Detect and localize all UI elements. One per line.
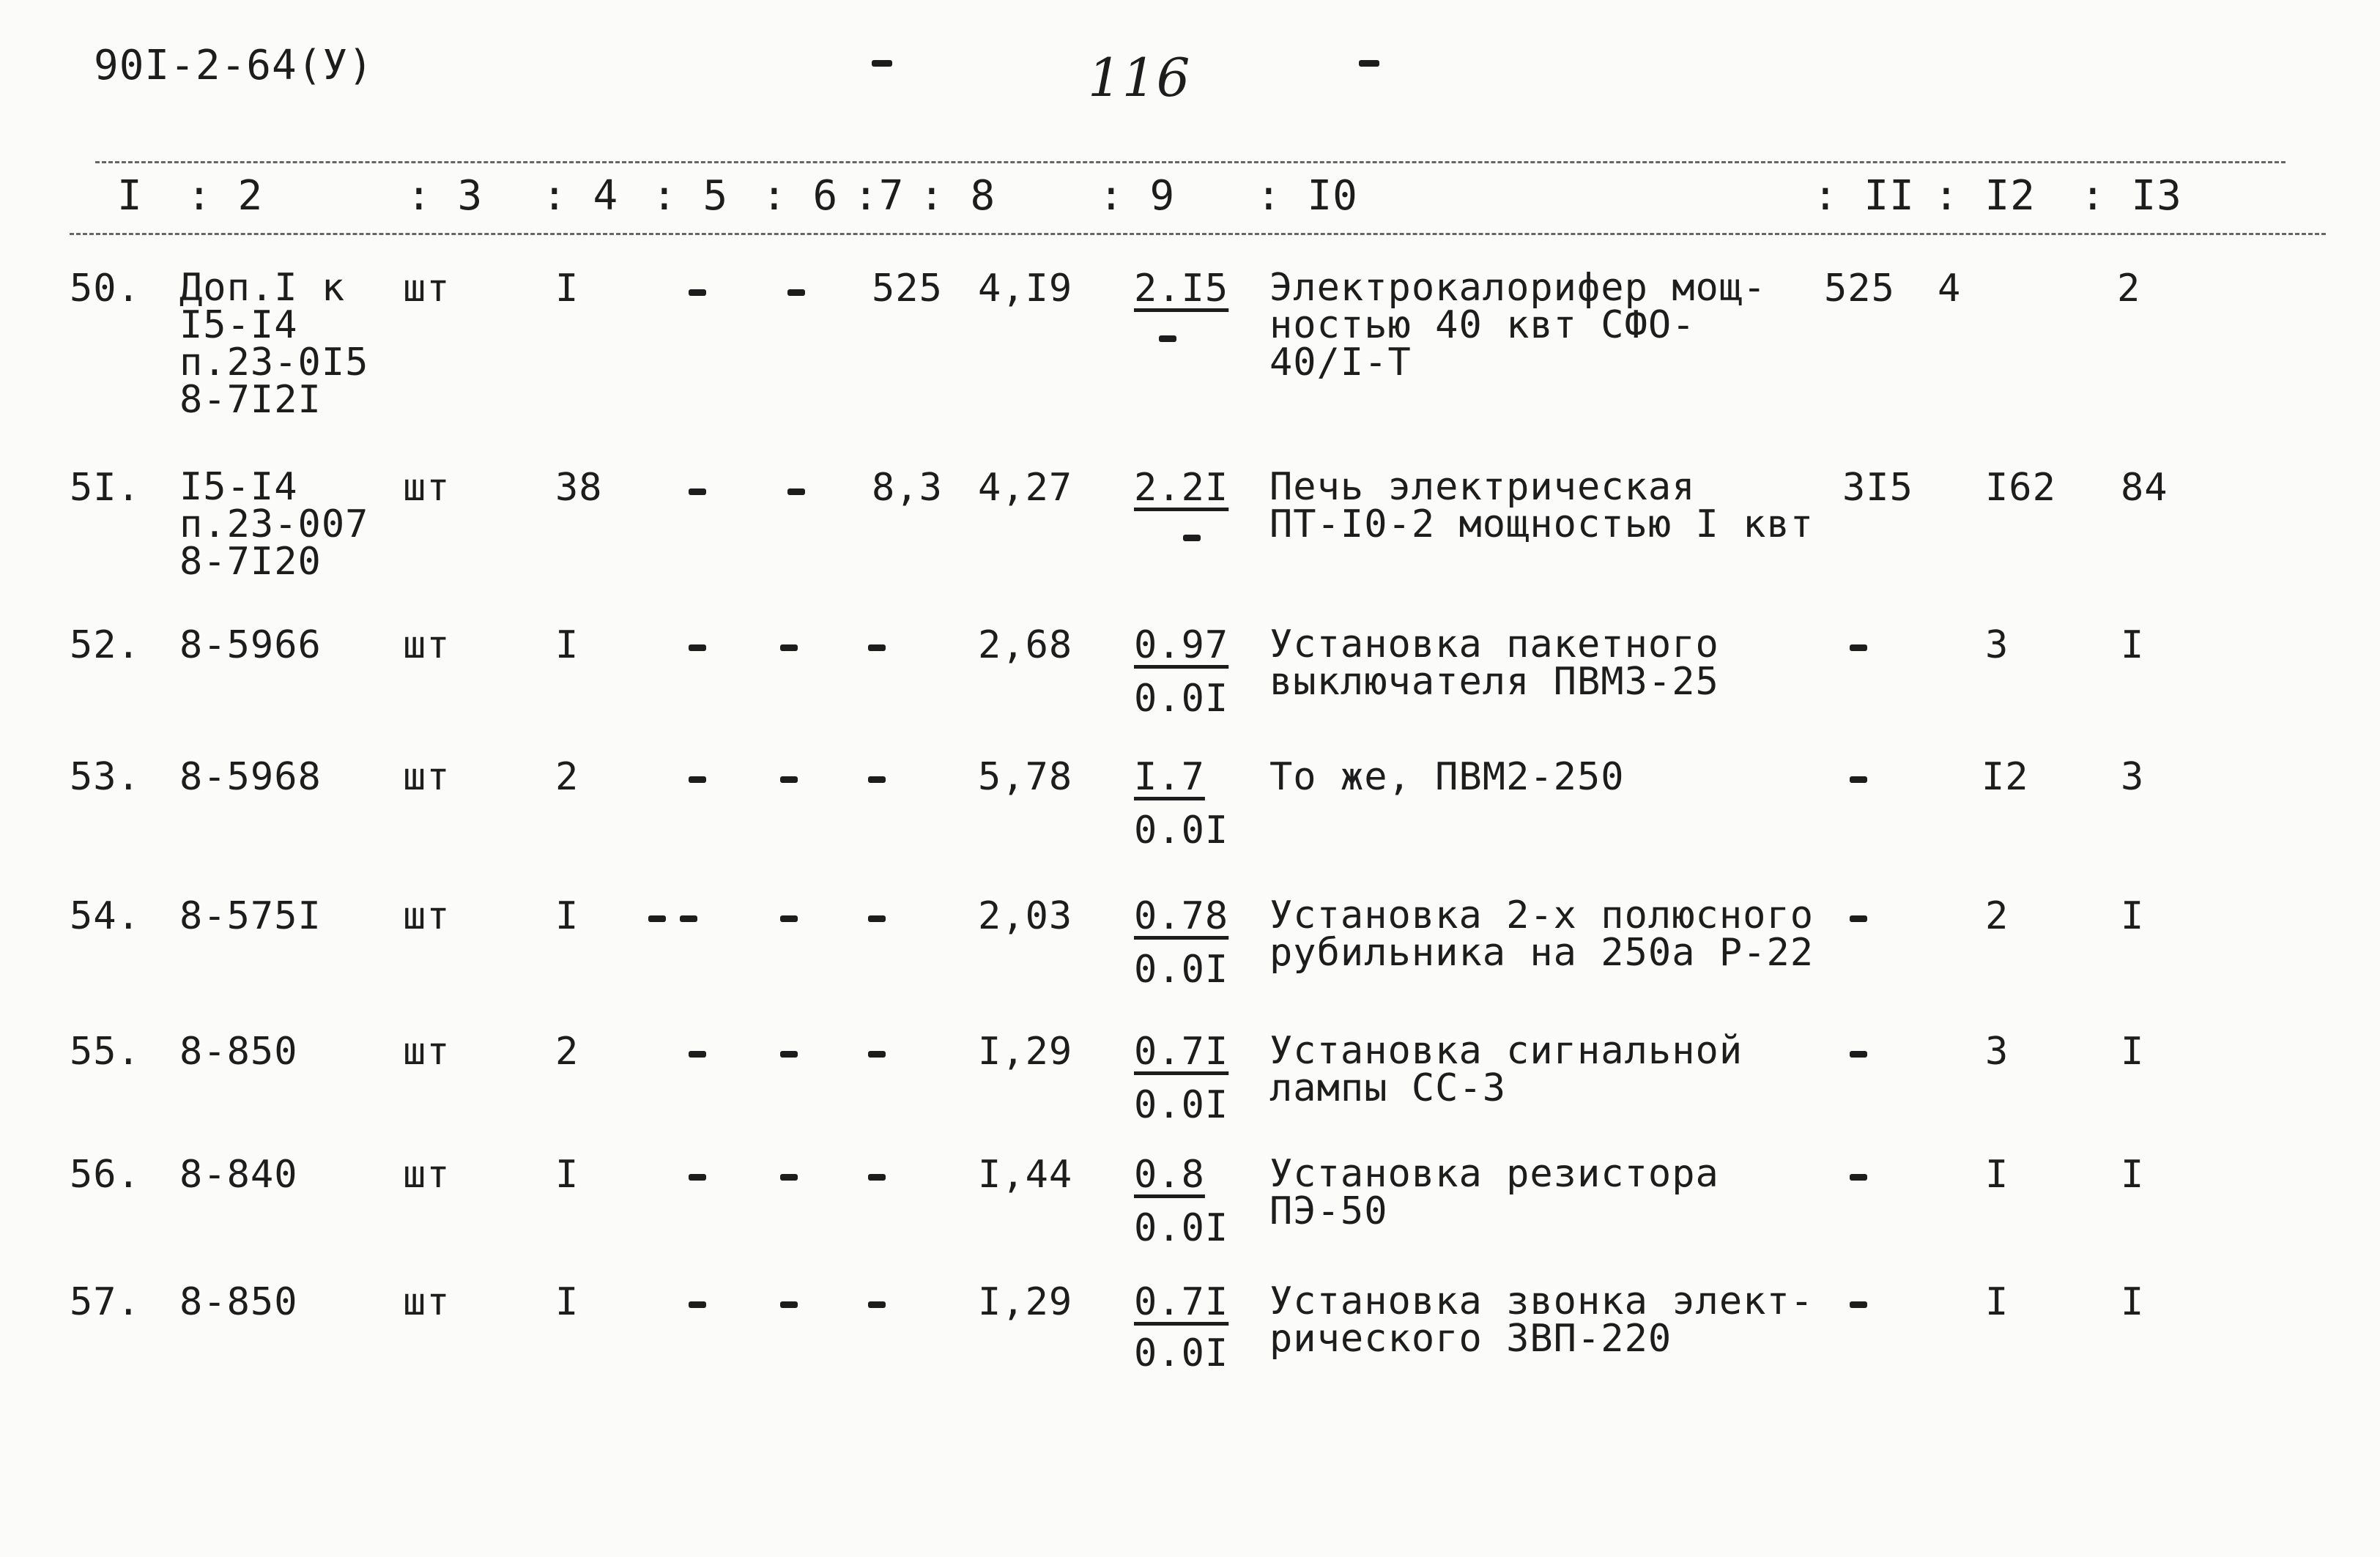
unit-cell: шт — [403, 755, 451, 799]
name-cell: Электрокалорифер мощ- ностью 40 квт СФО- 40/I-Т — [1269, 266, 1767, 384]
unit-cell: шт — [403, 623, 451, 667]
header-top-rule — [95, 161, 2286, 163]
col13-cell: 3 — [2121, 755, 2145, 799]
col13-cell: I — [2121, 1030, 2145, 1074]
column-header-7: :7 — [853, 172, 905, 220]
col9-top: I.7 — [1134, 755, 1205, 799]
col13-cell: I — [2121, 623, 2145, 667]
col12-cell: 2 — [1985, 894, 2009, 938]
col9-top: 0.78 — [1134, 894, 1229, 938]
col9-bottom: 0.0I — [1134, 1206, 1229, 1250]
header-bottom-rule — [70, 233, 2326, 235]
col9-bottom: 0.0I — [1134, 1331, 1229, 1375]
qty-cell: I — [555, 623, 579, 667]
code-cell: 8-5966 — [179, 623, 322, 667]
qty-cell: 2 — [555, 1030, 579, 1074]
row-number: 54. — [70, 894, 141, 938]
col12-cell: I2 — [1982, 755, 2029, 799]
column-header-5: : 5 — [652, 172, 729, 220]
code-cell: 8-5968 — [179, 755, 322, 799]
code-cell: 8-850 — [179, 1280, 298, 1324]
row-number: 53. — [70, 755, 141, 799]
col9-top: 2.I5 — [1134, 267, 1229, 311]
name-cell: Установка звонка элект- рического ЗВП-220 — [1269, 1279, 1814, 1361]
column-header-10: : I0 — [1256, 172, 1358, 220]
col6-dash — [787, 289, 805, 296]
name-cell: То же, ПВМ2-250 — [1269, 755, 1625, 799]
col7-cell: 525 — [872, 267, 943, 311]
col11-dash — [1850, 776, 1867, 783]
name-cell: Установка пакетного выключателя ПВМ3-25 — [1269, 623, 1719, 704]
col7-dash — [868, 776, 886, 783]
col7-dash — [868, 915, 886, 922]
col13-cell: I — [2121, 894, 2145, 938]
col11-dash — [1850, 1051, 1867, 1058]
code-cell: Доп.I к I5-I4 п.23-0I5 8-7I2I — [179, 266, 369, 422]
unit-cell: шт — [403, 267, 451, 311]
row-number: 56. — [70, 1153, 141, 1197]
col13-cell: I — [2121, 1153, 2145, 1197]
unit-cell: шт — [403, 1280, 451, 1324]
col5-dash — [680, 915, 697, 922]
name-cell: Установка сигнальной лампы СС-3 — [1269, 1029, 1743, 1110]
column-header-13: : I3 — [2080, 172, 2182, 220]
col6-dash — [780, 915, 798, 922]
col9-bottom: 0.0I — [1134, 677, 1229, 721]
qty-cell: 2 — [555, 755, 579, 799]
col6-dash — [780, 776, 798, 783]
unit-cell: шт — [403, 466, 451, 510]
col9-top: 0.7I — [1134, 1280, 1229, 1324]
col8-cell: 2,03 — [978, 894, 1073, 938]
col5-dash — [689, 488, 706, 495]
qty-cell: 38 — [555, 466, 603, 510]
col11-dash — [1850, 915, 1867, 922]
col9-bottom: 0.0I — [1134, 948, 1229, 992]
top-dash-mark — [1359, 60, 1379, 67]
col6-dash — [780, 644, 798, 651]
qty-cell: I — [555, 1153, 579, 1197]
code-cell: 8-850 — [179, 1030, 298, 1074]
col9-top: 2.2I — [1134, 466, 1229, 510]
col13-cell: 84 — [2121, 466, 2168, 510]
qty-cell: I — [555, 894, 579, 938]
code-cell: 8-840 — [179, 1153, 298, 1197]
col6-dash — [787, 488, 805, 495]
name-cell: Установка 2-х полюсного рубильника на 250а Р-22 — [1269, 893, 1814, 975]
col5-dash — [689, 1051, 706, 1058]
document-code: 90I-2-64(У) — [94, 42, 374, 89]
col5-dash — [689, 289, 706, 296]
col12-cell: I — [1985, 1153, 2009, 1197]
column-header-9: : 9 — [1099, 172, 1176, 220]
col5-dash — [689, 1301, 706, 1308]
column-header-4: : 4 — [542, 172, 619, 220]
col8-cell: 2,68 — [978, 623, 1073, 667]
col9-bottom: 0.0I — [1134, 809, 1229, 852]
row-number: 50. — [70, 267, 141, 311]
col9-top: 0.8 — [1134, 1153, 1205, 1197]
top-dash-mark — [872, 60, 892, 67]
qty-cell: I — [555, 267, 579, 311]
col12-cell: 3 — [1985, 1030, 2009, 1074]
row-number: 55. — [70, 1030, 141, 1074]
column-header-2: : 2 — [187, 172, 264, 220]
code-cell: I5-I4 п.23-007 8-7I20 — [179, 465, 369, 584]
col9-top: 0.97 — [1134, 623, 1229, 667]
qty-cell: I — [555, 1280, 579, 1324]
col8-cell: 4,27 — [978, 466, 1073, 510]
col8-cell: 4,I9 — [978, 267, 1073, 311]
col5-dash — [689, 1174, 706, 1181]
column-header-1: I — [117, 172, 143, 220]
col5-dash — [689, 644, 706, 651]
row-number: 57. — [70, 1280, 141, 1324]
name-cell: Печь электрическая ПТ-I0-2 мощностью I квт — [1269, 465, 1814, 546]
col9-bottom: 0.0I — [1134, 1083, 1229, 1127]
col11-dash — [1850, 1301, 1867, 1308]
col12-cell: 3 — [1985, 623, 2009, 667]
col9-bottom-dash — [1183, 535, 1201, 541]
unit-cell: шт — [403, 1030, 451, 1074]
col7-dash — [868, 1174, 886, 1181]
col5-dash — [689, 776, 706, 783]
col11-dash — [1850, 644, 1867, 651]
column-header-6: : 6 — [762, 172, 839, 220]
col7-cell: 8,3 — [872, 466, 943, 510]
row-number: 5I. — [70, 466, 141, 510]
col11-cell: 525 — [1824, 267, 1895, 311]
col11-cell: 3I5 — [1842, 466, 1913, 510]
col12-cell: I62 — [1985, 466, 2056, 510]
col13-cell: 2 — [2117, 267, 2141, 311]
col7-dash — [868, 1051, 886, 1058]
col9-bottom-dash — [1159, 335, 1176, 342]
row-number: 52. — [70, 623, 141, 667]
col8-cell: I,44 — [978, 1153, 1073, 1197]
column-header-12: : I2 — [1934, 172, 2036, 220]
col5-dash — [648, 915, 666, 922]
col9-top: 0.7I — [1134, 1030, 1229, 1074]
column-header-3: : 3 — [407, 172, 483, 220]
unit-cell: шт — [403, 1153, 451, 1197]
col12-cell: 4 — [1938, 267, 1962, 311]
col6-dash — [780, 1301, 798, 1308]
col8-cell: I,29 — [978, 1030, 1073, 1074]
column-header-8: : 8 — [919, 172, 996, 220]
col6-dash — [780, 1174, 798, 1181]
col11-dash — [1850, 1174, 1867, 1181]
column-header-11: : II — [1813, 172, 1915, 220]
name-cell: Установка резистора ПЭ-50 — [1269, 1152, 1719, 1233]
col7-dash — [868, 1301, 886, 1308]
code-cell: 8-575I — [179, 894, 322, 938]
page-number: 116 — [1088, 47, 1191, 108]
unit-cell: шт — [403, 894, 451, 938]
col6-dash — [780, 1051, 798, 1058]
col7-dash — [868, 644, 886, 651]
col8-cell: I,29 — [978, 1280, 1073, 1324]
col8-cell: 5,78 — [978, 755, 1073, 799]
col12-cell: I — [1985, 1280, 2009, 1324]
col13-cell: I — [2121, 1280, 2145, 1324]
